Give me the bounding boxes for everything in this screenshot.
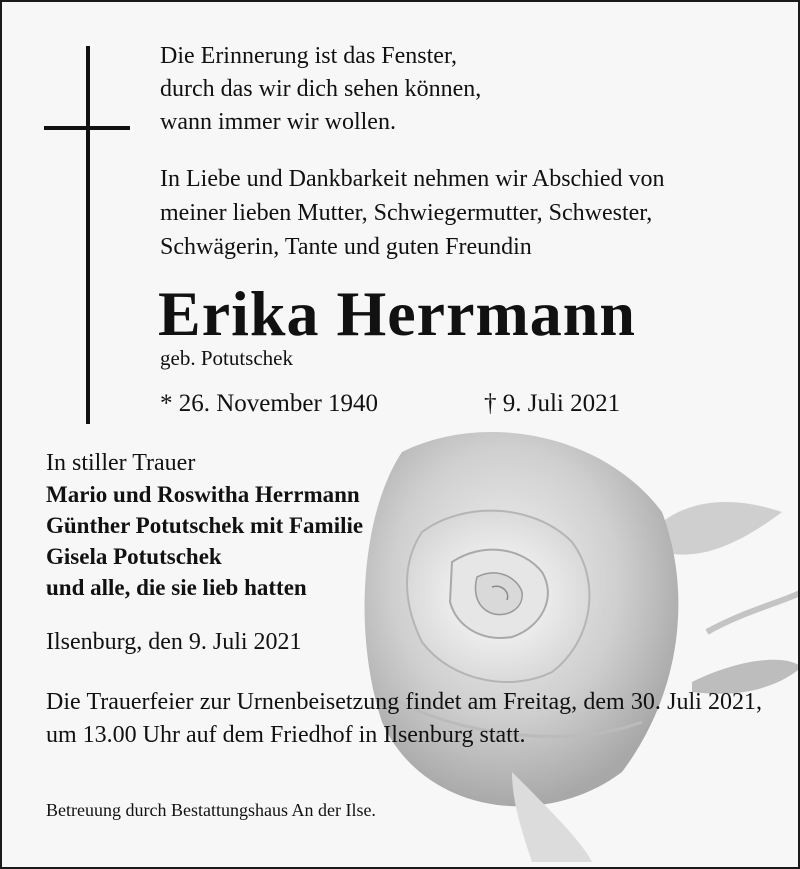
intro-line: meiner lieben Mutter, Schwiegermutter, Schwester, xyxy=(160,200,653,226)
quote-line: wann immer wir wollen. xyxy=(160,109,396,135)
death-date: † 9. Juli 2021 xyxy=(484,390,621,417)
birth-date: * 26. November 1940 xyxy=(160,390,379,417)
intro-line: Schwägerin, Tante und guten Freundin xyxy=(160,234,532,260)
rose-image xyxy=(362,392,800,862)
place-and-date: Ilsenburg, den 9. Juli 2021 xyxy=(46,629,302,655)
funeral-home-note: Betreuung durch Bestattungshaus An der Ilse. xyxy=(46,800,376,820)
ceremony-info: Die Trauerfeier zur Urnenbeisetzung findet am Freitag, dem 30. Juli 2021, um 13.00 Uhr auf dem Friedhof in Ilsenburg statt. xyxy=(46,689,762,748)
mourner-name: Gisela Potutschek xyxy=(46,544,222,569)
mourners-list xyxy=(46,479,363,603)
intro-line: In Liebe und Dankbarkeit nehmen wir Abschied von xyxy=(160,166,665,192)
mourner-name: Mario und Roswitha Herrmann xyxy=(46,482,360,507)
deceased-name: Erika Herrmann xyxy=(158,278,636,349)
birth-name: geb. Potutschek xyxy=(160,346,293,370)
memorial-quote xyxy=(160,40,481,139)
quote-line: Die Erinnerung ist das Fenster, xyxy=(160,43,457,69)
mourning-lead: In stiller Trauer xyxy=(46,450,196,476)
mourner-name: und alle, die sie lieb hatten xyxy=(46,575,307,600)
farewell-intro xyxy=(160,162,665,264)
quote-line: durch das wir dich sehen können, xyxy=(160,76,482,102)
mourner-name: Günther Potutschek mit Familie xyxy=(46,513,364,538)
